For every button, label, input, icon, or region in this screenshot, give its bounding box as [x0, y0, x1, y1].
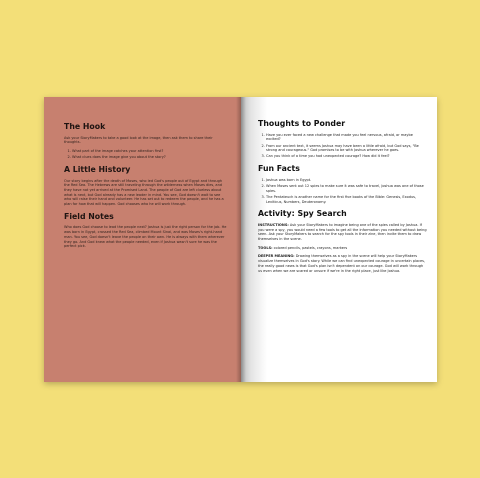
thoughts-heading: Thoughts to Ponder	[258, 119, 346, 128]
tools-label: TOOLS:	[258, 245, 273, 250]
field-notes-text: Who does God choose to lead the people next? Joshua is just the right person for the job. He was born in Egypt, crossed the Red Sea, climbed Mount Sinai, and was Moses's right-hand man. You see, God doesn't leave the people on their own. He is always with them wherever they go. And God knew what the people needed, even if Joshua wasn't sure he was the perfect pick.	[64, 225, 227, 249]
meaning-text: Drawing themselves as a spy in the scene will help your StoryMakers visualize themselves in God's story. While we can find unexpected courage in uncertain places, the really good news is that God's plan isn't dependent on our courage. God will work through us even when we are scared or unsure if we're in the right place, just like Joshua.	[258, 254, 426, 273]
hook-questions	[64, 149, 227, 160]
hook-heading: The Hook	[64, 122, 106, 131]
list-item: 2. When Moses sent out 12 spies to make sure it was safe to travel, Joshua was one of those spies.	[266, 184, 427, 193]
facts-list	[258, 178, 427, 205]
activity-section	[258, 210, 427, 273]
hook-intro: Ask your StoryMakers to take a good look at the image, then ask them to share their thoughts.	[64, 135, 213, 145]
history-section	[64, 166, 227, 207]
activity-instructions	[258, 223, 427, 242]
instructions-text: Ask your StoryMakers to imagine being one of the spies called by Joshua. If you were a spy, you would need a few tools to get all the information you needed without being seen. Ask your StoryMakers to search for the spy tools in their zine, then invite them to draw themselves in the scene.	[258, 222, 427, 242]
field-notes-section	[64, 213, 227, 249]
facts-heading: Fun Facts	[258, 164, 300, 174]
left-page	[44, 97, 241, 382]
instructions-label: INSTRUCTIONS:	[258, 222, 289, 227]
history-text: Our story begins after the death of Moses, who led God's people out of Egypt and through the Red Sea. The Hebrews are still traveling through the wilderness when Moses dies, and they have not yet arrived at the Promised Land. The people of God are left clueless about what is next, but God already has a new leader in mind. You see, God doesn't wait to see who will raise their hand and volunteer. He has set out to redeem the people, and he has a plan for how that will happen. God chooses who he will work through.	[64, 178, 224, 207]
list-item: 2. What clues does the image give you about the story?	[72, 155, 227, 160]
activity-tools	[258, 246, 427, 251]
hook-section	[64, 123, 227, 160]
history-heading: A Little History	[64, 164, 131, 174]
right-page	[241, 97, 437, 382]
facts-section	[258, 165, 427, 204]
list-item: 3. The Pentateuch is another name for the first five books of the Bible: Genesis, Exodus, Leviticus, Numbers, Deuteronomy.	[266, 195, 427, 204]
thoughts-questions	[258, 133, 427, 160]
list-item: 1. Joshua was born in Egypt.	[266, 178, 427, 183]
thoughts-section	[258, 120, 427, 159]
tools-text: colored pencils, pastels, crayons, markers	[273, 245, 348, 250]
activity-heading: Activity: Spy Search	[258, 209, 347, 219]
list-item: 3. Can you think of a time you had unexpected courage? How did it feel?	[266, 154, 427, 159]
list-item: 1. Have you ever faced a new challenge that made you feel nervous, afraid, or maybe excited?	[266, 133, 427, 142]
meaning-label: DEEPER MEANING:	[258, 254, 295, 259]
book-spine	[236, 97, 246, 382]
activity-meaning	[258, 254, 427, 273]
list-item: 2. From our ancient text, it seems Joshua may have been a little afraid, but God says, "Be strong and courageous." God promises to be with Joshua wherever he goes.	[266, 144, 427, 153]
list-item: 1. What part of the image catches your attention first?	[72, 149, 227, 154]
open-book	[44, 97, 437, 382]
field-notes-heading: Field Notes	[64, 211, 114, 221]
